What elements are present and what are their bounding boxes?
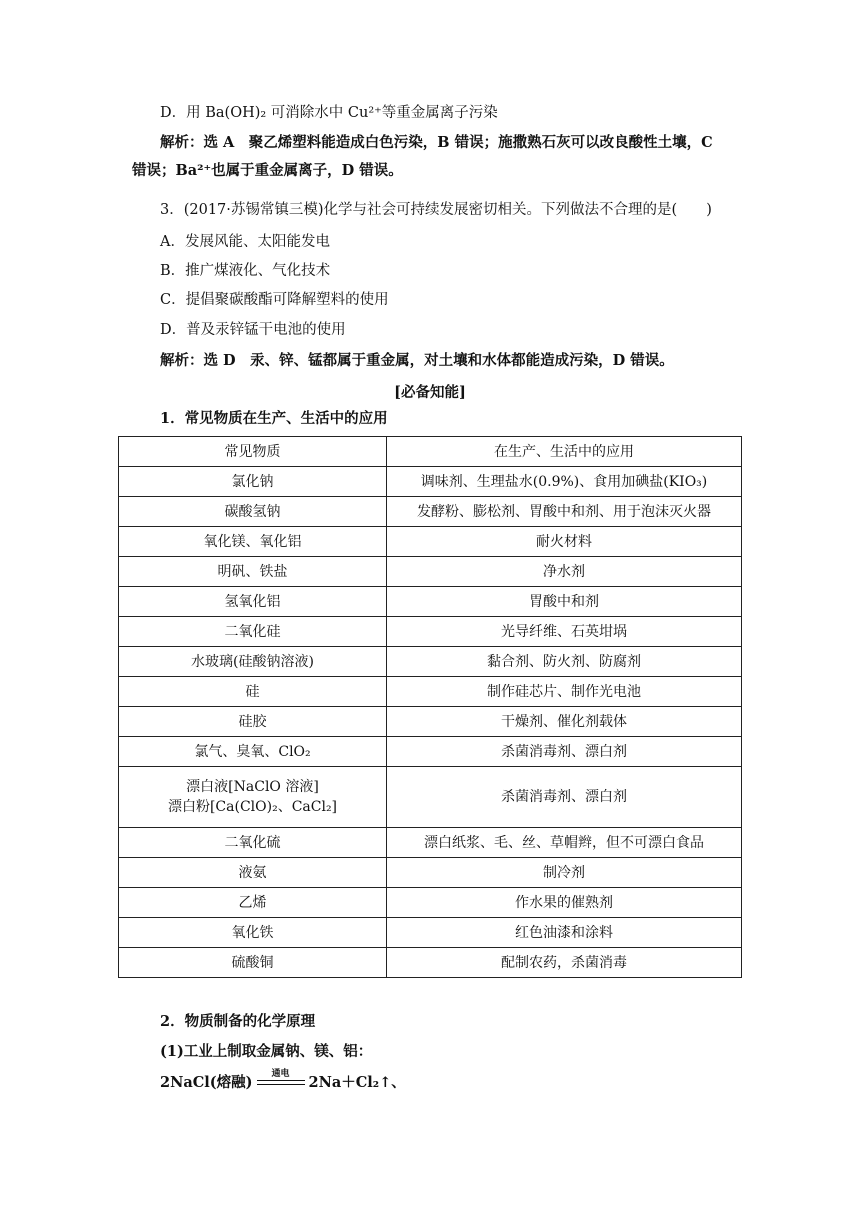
substance-cell: 硫酸铜 — [119, 948, 387, 978]
substance-cell: 明矾、铁盐 — [119, 557, 387, 587]
table-header-substance: 常见物质 — [119, 437, 387, 467]
substance-cell: 碳酸氢钠 — [119, 497, 387, 527]
question-3-option-a: A．发展风能、太阳能发电 — [160, 234, 330, 250]
use-cell: 红色油漆和涂料 — [387, 918, 742, 948]
table-header-row — [119, 437, 742, 467]
use-cell: 制冷剂 — [387, 858, 742, 888]
substance-cell: 硅 — [119, 677, 387, 707]
use-cell: 制作硅芯片、制作光电池 — [387, 677, 742, 707]
use-cell: 干燥剂、催化剂载体 — [387, 707, 742, 737]
table-row — [119, 557, 742, 587]
substance-cell — [119, 767, 387, 828]
question-3-option-c: C．提倡聚碳酸酯可降解塑料的使用 — [160, 292, 389, 308]
table-row — [119, 707, 742, 737]
use-cell: 漂白纸浆、毛、丝、草帽辫，但不可漂白食品 — [387, 828, 742, 858]
table-row — [119, 828, 742, 858]
table-row — [119, 767, 742, 828]
use-cell: 杀菌消毒剂、漂白剂 — [387, 767, 742, 828]
table-row — [119, 467, 742, 497]
use-cell: 作水果的催熟剂 — [387, 888, 742, 918]
table-row — [119, 918, 742, 948]
substance-cell: 氯气、臭氧、ClO₂ — [119, 737, 387, 767]
use-cell: 黏合剂、防火剂、防腐剂 — [387, 647, 742, 677]
table-header-use: 在生产、生活中的应用 — [387, 437, 742, 467]
use-cell: 胃酸中和剂 — [387, 587, 742, 617]
equals-sign-with-condition — [255, 1069, 307, 1090]
table-row — [119, 888, 742, 918]
table-row — [119, 587, 742, 617]
use-cell: 净水剂 — [387, 557, 742, 587]
table-row — [119, 737, 742, 767]
substance-cell: 氯化钠 — [119, 467, 387, 497]
use-cell: 调味剂、生理盐水(0.9%)、食用加碘盐(KIO₃) — [387, 467, 742, 497]
chemical-equation — [160, 1069, 406, 1093]
substance-cell: 液氨 — [119, 858, 387, 888]
table-row — [119, 617, 742, 647]
subheading-2-1: (1)工业上制取金属钠、镁、铝： — [160, 1043, 373, 1060]
section-heading: [必备知能] — [394, 384, 466, 401]
question-3-option-b: B．推广煤液化、气化技术 — [160, 263, 331, 279]
substance-cell: 二氧化硫 — [119, 828, 387, 858]
use-cell: 发酵粉、膨松剂、胃酸中和剂、用于泡沫灭火器 — [387, 497, 742, 527]
table-row — [119, 527, 742, 557]
table-row — [119, 497, 742, 527]
analysis-1-line-1: 解析：选 A 聚乙烯塑料能造成白色污染，B 错误；施撒熟石灰可以改良酸性土壤，C — [160, 134, 713, 151]
question-3: 3．(2017·苏锡常镇三模)化学与社会可持续发展密切相关。下列做法不合理的是( ) — [160, 202, 712, 218]
table-row — [119, 647, 742, 677]
use-cell: 耐火材料 — [387, 527, 742, 557]
substance-cell: 水玻璃(硅酸钠溶液) — [119, 647, 387, 677]
use-cell: 光导纤维、石英坩埚 — [387, 617, 742, 647]
option-d: D．用 Ba(OH)₂ 可消除水中 Cu²⁺等重金属离子污染 — [160, 105, 498, 121]
use-cell: 杀菌消毒剂、漂白剂 — [387, 737, 742, 767]
equation-left: 2NaCl(熔融) — [160, 1074, 253, 1091]
subheading-1: 1．常见物质在生产、生活中的应用 — [160, 410, 388, 427]
substance-line: 漂白液[NaClO 溶液] — [186, 779, 319, 795]
substance-cell: 乙烯 — [119, 888, 387, 918]
table-row — [119, 858, 742, 888]
substance-line: 漂白粉[Ca(ClO)₂、CaCl₂] — [167, 799, 338, 815]
equation-right: 2Na＋Cl₂↑、 — [308, 1074, 406, 1091]
subheading-2: 2．物质制备的化学原理 — [160, 1013, 316, 1030]
table-row — [119, 677, 742, 707]
table-row — [119, 948, 742, 978]
substance-cell: 二氧化硅 — [119, 617, 387, 647]
substance-cell: 硅胶 — [119, 707, 387, 737]
question-3-option-d: D．普及汞锌锰干电池的使用 — [160, 322, 346, 338]
analysis-3: 解析：选 D 汞、锌、锰都属于重金属，对土壤和水体都能造成污染，D 错误。 — [160, 352, 674, 369]
use-cell: 配制农药，杀菌消毒 — [387, 948, 742, 978]
substance-cell: 氢氧化铝 — [119, 587, 387, 617]
substance-cell: 氧化镁、氧化铝 — [119, 527, 387, 557]
applications-table — [118, 436, 742, 978]
analysis-1-line-2: 错误；Ba²⁺也属于重金属离子，D 错误。 — [132, 162, 403, 179]
equation-condition: 通电 — [271, 1069, 290, 1079]
substance-cell: 氧化铁 — [119, 918, 387, 948]
